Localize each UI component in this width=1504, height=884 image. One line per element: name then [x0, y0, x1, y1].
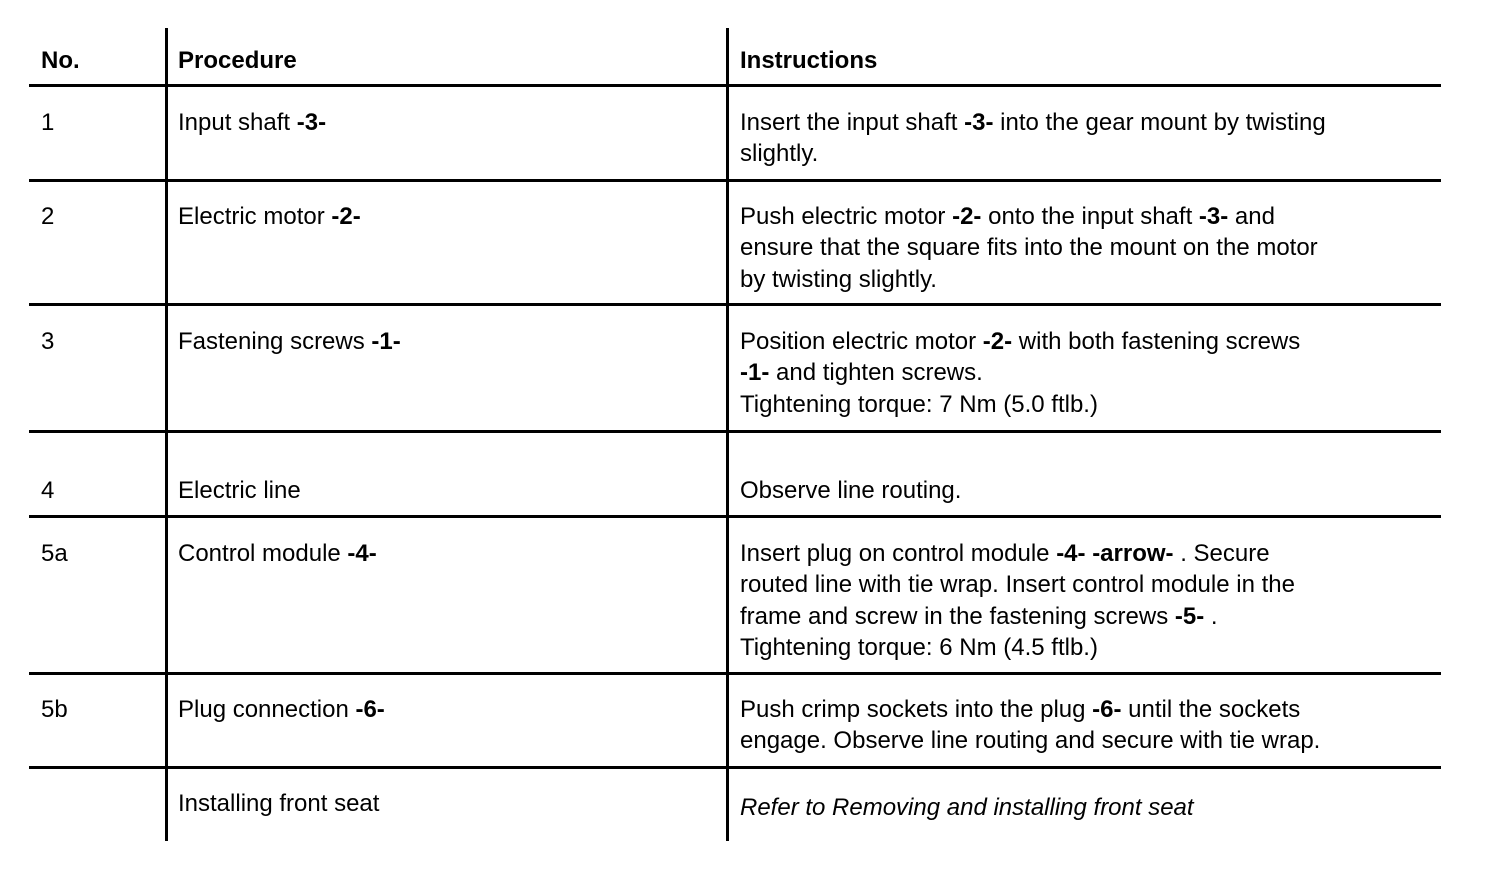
instruction-text: until the sockets — [1121, 696, 1301, 723]
part-reference: -2- — [331, 203, 361, 230]
instruction-line — [740, 725, 1320, 756]
instruction-text: . Secure — [1173, 540, 1270, 567]
instruction-text: frame and screw in the fastening screws — [740, 602, 1175, 630]
instruction-text: Refer to Removing and installing front seat — [740, 794, 1194, 821]
instruction-text: and — [1228, 203, 1275, 230]
instruction-text: by twisting slightly. — [740, 265, 937, 293]
procedure-cell — [178, 107, 326, 138]
procedure-cell — [178, 538, 377, 569]
part-reference: -6- — [1092, 696, 1122, 723]
instruction-text: Insert the input shaft — [740, 109, 965, 136]
procedure-label: Plug connection — [178, 696, 349, 723]
row-number: 5b — [41, 696, 68, 723]
row-divider — [29, 430, 1441, 433]
part-reference: -4- -arrow- — [1056, 540, 1174, 567]
column-divider-1 — [165, 28, 168, 841]
part-reference: -5- — [1174, 602, 1205, 630]
instruction-line — [740, 107, 1326, 138]
instruction-line — [740, 632, 1295, 663]
column-divider-2 — [726, 28, 729, 841]
instructions-cell — [740, 538, 1295, 663]
instruction-line — [740, 326, 1300, 357]
procedure-cell — [178, 326, 401, 357]
instruction-text: into the gear mount by twisting — [993, 109, 1326, 136]
row-divider — [29, 672, 1441, 675]
row-divider — [29, 303, 1441, 306]
instructions-cell — [740, 326, 1300, 420]
instruction-text: . — [1204, 602, 1218, 630]
instruction-line — [740, 569, 1295, 600]
header-no: No. — [41, 47, 80, 74]
instructions-cell — [740, 475, 961, 506]
instructions-cell — [740, 792, 1194, 823]
instruction-line — [740, 475, 961, 506]
part-reference: -3- — [1198, 203, 1229, 230]
instruction-line — [740, 201, 1318, 232]
row-divider — [29, 179, 1441, 182]
instructions-cell — [740, 694, 1320, 757]
row-number: 5a — [41, 540, 68, 567]
part-reference: -3- — [964, 109, 994, 136]
part-reference: -2- — [982, 328, 1013, 355]
instruction-line — [740, 264, 1318, 295]
header-procedure: Procedure — [178, 47, 297, 74]
row-number: 2 — [41, 203, 55, 230]
instructions-cell — [740, 107, 1326, 170]
instruction-text: Tightening torque: 7 Nm (5.0 ftlb.) — [740, 390, 1098, 418]
part-reference: -6- — [355, 696, 385, 723]
instruction-text: Observe line routing. — [740, 477, 962, 504]
instruction-line — [740, 694, 1320, 725]
instruction-text: with both fastening screws — [1012, 328, 1301, 355]
instruction-text: Position electric motor — [740, 328, 983, 355]
row-divider — [29, 766, 1441, 769]
row-divider — [29, 84, 1441, 87]
row-number: 1 — [41, 109, 55, 136]
row-number: 3 — [41, 328, 55, 355]
instruction-text: routed line with tie wrap. Insert control module in the — [740, 571, 1295, 599]
instruction-line — [740, 389, 1300, 420]
instruction-text: Tightening torque: 6 Nm (4.5 ftlb.) — [740, 633, 1098, 661]
procedure-cell — [178, 475, 301, 506]
instruction-line — [740, 792, 1194, 823]
part-reference: -2- — [952, 203, 982, 230]
instruction-line — [740, 232, 1318, 263]
instruction-text: engage. Observe line routing and secure with tie wrap. — [740, 727, 1321, 755]
instruction-text: Insert plug on control module — [740, 540, 1057, 567]
instruction-text: slightly. — [740, 140, 819, 168]
instruction-line — [740, 538, 1295, 569]
procedure-cell — [178, 201, 361, 232]
instruction-text: and tighten screws. — [769, 359, 983, 387]
instruction-text: Push electric motor — [740, 203, 953, 230]
row-number: 4 — [41, 477, 55, 504]
row-divider — [29, 515, 1441, 518]
instruction-line — [740, 357, 1300, 388]
instruction-text: ensure that the square fits into the mount on the motor — [740, 234, 1318, 262]
procedure-cell — [178, 694, 385, 725]
header-instructions: Instructions — [740, 47, 878, 74]
instruction-text: onto the input shaft — [981, 203, 1199, 230]
procedure-cell — [178, 788, 379, 819]
part-reference: -1- — [371, 328, 401, 355]
instructions-cell — [740, 201, 1318, 295]
part-reference: -4- — [347, 540, 377, 567]
instruction-line — [740, 601, 1295, 632]
procedure-label: Control module — [178, 540, 341, 567]
procedure-label: Electric motor — [178, 203, 325, 230]
procedure-label: Installing front seat — [178, 790, 380, 817]
procedure-label: Electric line — [178, 477, 301, 504]
instruction-text: Push crimp sockets into the plug — [740, 696, 1093, 723]
procedure-label: Input shaft — [178, 109, 291, 136]
part-reference: -3- — [296, 109, 327, 136]
instruction-line — [740, 138, 1326, 169]
part-reference: -1- — [740, 359, 770, 387]
procedure-label: Fastening screws — [178, 328, 365, 355]
